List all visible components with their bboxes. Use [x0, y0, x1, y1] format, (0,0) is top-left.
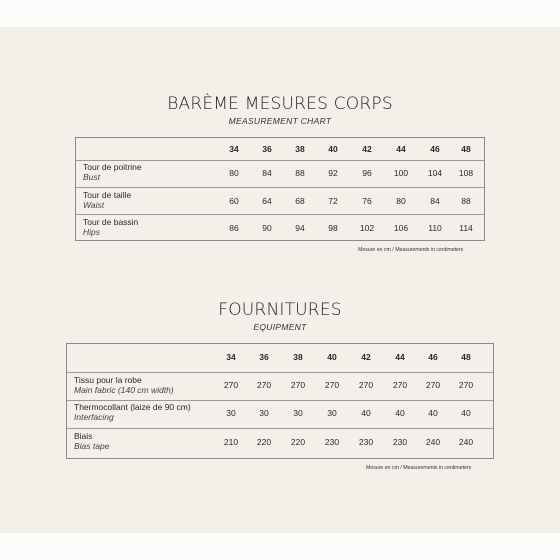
size-header: 46 — [428, 352, 438, 362]
table-cell: 84 — [430, 196, 440, 206]
table-cell: 72 — [328, 196, 338, 206]
table-cell: 108 — [458, 168, 474, 178]
row-label-fr: Tour de poitrine — [83, 162, 142, 172]
table-cell: 96 — [362, 168, 372, 178]
supplies-table — [66, 343, 494, 459]
table-cell: 30 — [293, 408, 303, 418]
table-cell: 80 — [229, 168, 239, 178]
row-label — [83, 190, 131, 210]
table-cell: 40 — [395, 408, 405, 418]
row-label-en: Waist — [83, 200, 105, 210]
table-cell: 60 — [229, 196, 239, 206]
supplies-title: FOURNITURES — [218, 300, 342, 320]
table-cell: 220 — [256, 437, 272, 447]
size-header: 36 — [262, 144, 272, 154]
table-cell: 88 — [295, 168, 305, 178]
measurement-table — [75, 137, 485, 241]
table-cell: 40 — [361, 408, 371, 418]
table-cell: 40 — [461, 408, 471, 418]
row-label-fr: Thermocollant (laize de 90 cm) — [74, 402, 191, 412]
size-header: 36 — [259, 352, 269, 362]
row-divider — [67, 372, 493, 373]
table-cell: 102 — [359, 223, 375, 233]
size-header: 40 — [327, 352, 337, 362]
row-divider — [67, 400, 493, 401]
table-cell: 92 — [328, 168, 338, 178]
table-cell: 88 — [461, 196, 471, 206]
table-cell: 270 — [392, 380, 408, 390]
table-cell: 80 — [396, 196, 406, 206]
measurement-section — [0, 94, 560, 126]
table-cell: 210 — [223, 437, 239, 447]
measurement-header-row — [76, 144, 484, 156]
row-label-en: Main fabric (140 cm width) — [74, 385, 174, 395]
row-label — [83, 162, 142, 182]
supplies-note: Mesure en cm / Measurements in centimeters — [366, 465, 472, 471]
table-cell: 114 — [459, 223, 473, 233]
row-label-en: Interfacing — [74, 412, 114, 422]
row-label-fr: Tour de bassin — [83, 217, 139, 227]
row-divider — [67, 428, 493, 429]
row-label-en: Bias tape — [74, 441, 110, 451]
table-cell: 30 — [259, 408, 269, 418]
table-cell: 30 — [226, 408, 236, 418]
table-cell: 106 — [393, 223, 409, 233]
table-cell: 230 — [392, 437, 408, 447]
supplies-header-row — [67, 352, 493, 364]
table-cell: 100 — [393, 168, 409, 178]
row-label — [83, 217, 138, 237]
size-header: 48 — [461, 144, 471, 154]
supplies-subtitle: EQUIPMENT — [253, 322, 307, 332]
row-label-fr: Tour de taille — [83, 190, 132, 200]
table-cell: 86 — [229, 223, 239, 233]
table-cell: 270 — [358, 380, 374, 390]
page-background — [0, 27, 560, 533]
size-header: 38 — [293, 352, 303, 362]
table-cell: 270 — [324, 380, 340, 390]
measurement-subtitle: MEASUREMENT CHART — [228, 116, 332, 126]
row-label-en: Hips — [83, 227, 101, 237]
size-header: 46 — [430, 144, 440, 154]
row-label-en: Bust — [83, 172, 101, 182]
row-divider — [76, 160, 484, 161]
table-cell: 220 — [290, 437, 306, 447]
size-header: 40 — [328, 144, 338, 154]
table-cell: 90 — [262, 223, 272, 233]
table-cell: 270 — [425, 380, 441, 390]
table-cell: 240 — [425, 437, 441, 447]
table-cell: 76 — [362, 196, 372, 206]
table-cell: 104 — [427, 168, 443, 178]
row-label — [74, 375, 174, 395]
supplies-section — [0, 300, 560, 332]
table-cell: 30 — [327, 408, 337, 418]
table-cell: 110 — [428, 223, 442, 233]
table-cell: 64 — [262, 196, 272, 206]
table-cell: 270 — [256, 380, 272, 390]
table-cell: 68 — [295, 196, 305, 206]
table-cell: 270 — [290, 380, 306, 390]
table-cell: 230 — [358, 437, 374, 447]
size-header: 42 — [361, 352, 371, 362]
table-cell: 84 — [262, 168, 272, 178]
row-divider — [76, 187, 484, 188]
size-header: 48 — [461, 352, 471, 362]
measurement-title: BARÈME MESURES CORPS — [167, 94, 393, 114]
size-header: 38 — [295, 144, 305, 154]
table-cell: 240 — [458, 437, 474, 447]
size-header: 42 — [362, 144, 372, 154]
table-cell: 40 — [428, 408, 438, 418]
measurement-note: Mesure en cm / Measurements in centimeters — [358, 247, 464, 253]
size-header: 44 — [395, 352, 405, 362]
table-cell: 270 — [458, 380, 474, 390]
size-header: 34 — [229, 144, 239, 154]
row-label — [74, 431, 109, 451]
table-cell: 98 — [328, 223, 338, 233]
table-cell: 230 — [324, 437, 340, 447]
table-cell: 270 — [223, 380, 239, 390]
table-cell: 94 — [295, 223, 305, 233]
row-label-fr: Biais — [74, 431, 93, 441]
size-header: 34 — [226, 352, 236, 362]
size-header: 44 — [396, 144, 406, 154]
row-label — [74, 402, 191, 422]
row-label-fr: Tissu pour la robe — [74, 375, 142, 385]
row-divider — [76, 214, 484, 215]
